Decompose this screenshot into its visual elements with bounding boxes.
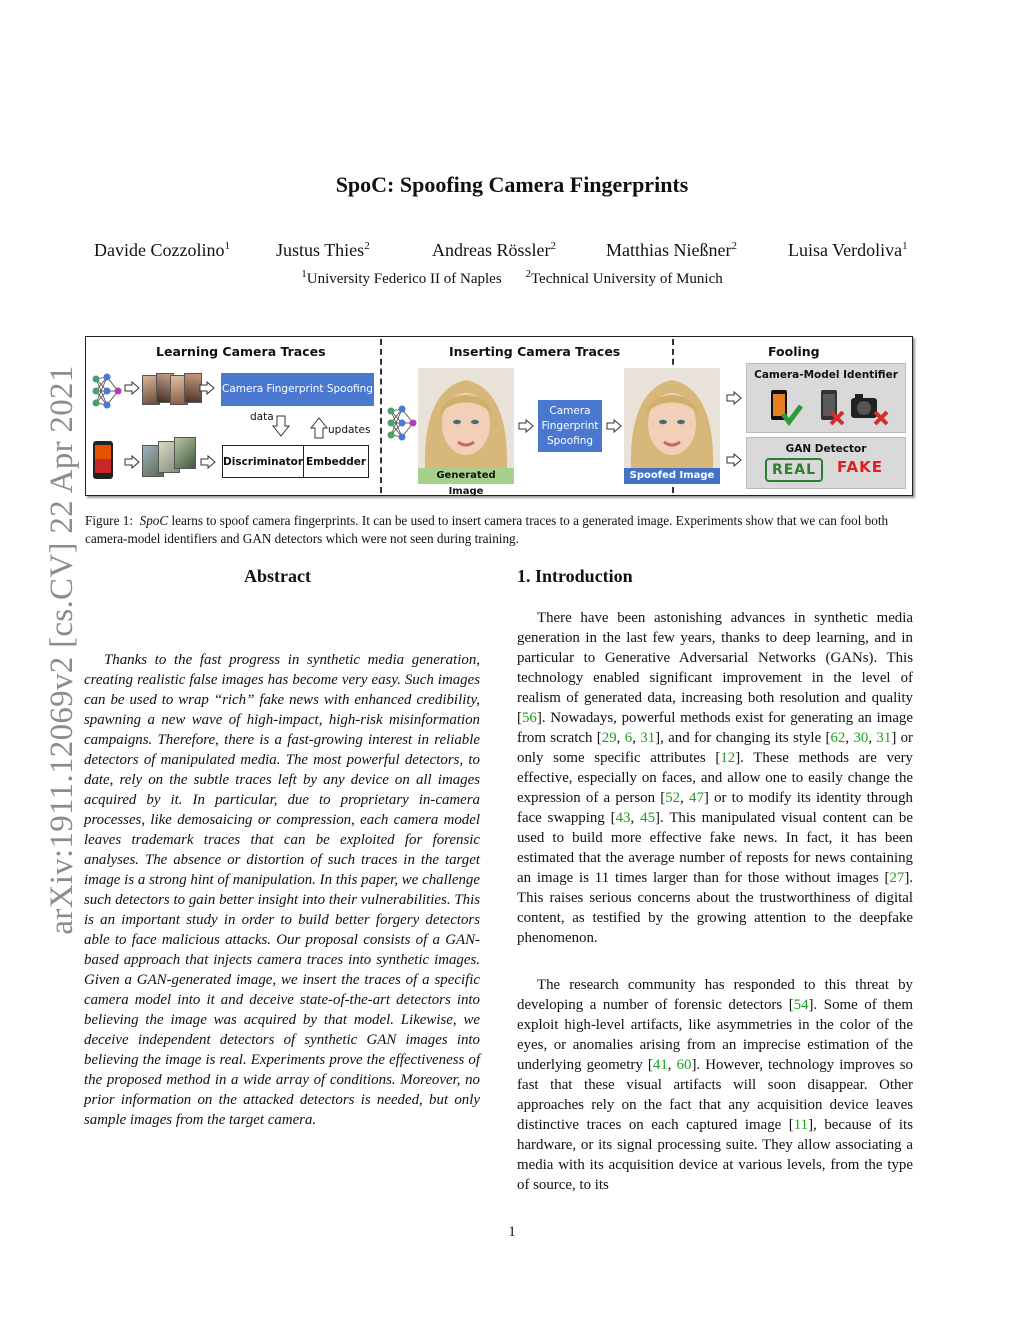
neural-network-icon bbox=[386, 405, 418, 441]
author-list bbox=[0, 240, 1024, 266]
author-2: Justus Thies$^2$ bbox=[276, 240, 370, 260]
figure-1-diagram bbox=[85, 336, 913, 496]
gan-detector-panel bbox=[746, 437, 906, 489]
gan-detector-title: GAN Detector bbox=[785, 443, 867, 455]
citation-link[interactable]: 31 bbox=[640, 730, 656, 746]
arrow-right-icon bbox=[199, 381, 215, 395]
camera-icon bbox=[851, 394, 877, 418]
photo-thumbnail bbox=[174, 437, 196, 469]
embedder-label: Embedder bbox=[303, 446, 368, 477]
author-5: Luisa Verdoliva$^1$ bbox=[788, 240, 908, 260]
page-number: 1 bbox=[508, 1224, 516, 1240]
affiliation-1: $^1$University Federico II of Naples bbox=[301, 268, 502, 287]
camera-model-identifier-panel bbox=[746, 363, 906, 433]
citation-link[interactable]: 30 bbox=[853, 730, 869, 746]
data-label: data bbox=[250, 411, 274, 423]
section-title-fooling: Fooling bbox=[768, 344, 820, 359]
cross-icon bbox=[875, 412, 887, 424]
citation-link[interactable]: 45 bbox=[640, 810, 656, 826]
device-icons bbox=[767, 386, 897, 428]
section-divider bbox=[380, 339, 382, 493]
citation-link[interactable]: 12 bbox=[720, 750, 736, 766]
face-portrait-image bbox=[624, 368, 720, 484]
arrow-right-icon bbox=[518, 419, 534, 433]
citation-link[interactable]: 56 bbox=[521, 710, 537, 726]
author-1: Davide Cozzolino$^1$ bbox=[94, 240, 230, 260]
arrow-right-icon bbox=[726, 453, 742, 467]
section-title-learning: Learning Camera Traces bbox=[156, 344, 326, 359]
citation-link[interactable]: 43 bbox=[615, 810, 631, 826]
spoofing-network-box: Camera Fingerprint Spoofing bbox=[221, 373, 374, 406]
arrow-up-icon bbox=[310, 417, 328, 439]
spoofed-image-caption: Spoofed Image bbox=[624, 468, 720, 484]
spoofed-image bbox=[624, 368, 720, 484]
arrow-down-icon bbox=[272, 415, 290, 437]
author-3: Andreas Rössler$^2$ bbox=[432, 240, 556, 260]
citation-link[interactable]: 54 bbox=[793, 997, 809, 1013]
arrow-right-icon bbox=[124, 455, 140, 469]
arrow-right-icon bbox=[726, 391, 742, 405]
citation-link[interactable]: 31 bbox=[876, 730, 892, 746]
author-4: Matthias Nießner$^2$ bbox=[606, 240, 737, 260]
citation-link[interactable]: 6 bbox=[624, 730, 633, 746]
arrow-right-icon bbox=[124, 381, 140, 395]
arrow-right-icon bbox=[200, 455, 216, 469]
fake-label: FAKE bbox=[837, 458, 884, 476]
arrow-right-icon bbox=[606, 419, 622, 433]
face-portrait-image bbox=[418, 368, 514, 484]
camera-model-identifier-title: Camera-Model Identifier bbox=[754, 369, 898, 381]
citation-link[interactable]: 29 bbox=[601, 730, 617, 746]
affiliation-2: $^2$Technical University of Munich bbox=[525, 268, 723, 287]
citation-link[interactable]: 11 bbox=[793, 1117, 809, 1133]
updates-label: updates bbox=[328, 424, 371, 436]
paper-title: SpoC: Spoofing Camera Fingerprints bbox=[335, 172, 689, 197]
neural-network-icon bbox=[91, 373, 123, 409]
citation-link[interactable]: 41 bbox=[652, 1057, 668, 1073]
citation-link[interactable]: 60 bbox=[676, 1057, 692, 1073]
abstract-heading: Abstract bbox=[244, 566, 311, 586]
section-title-inserting: Inserting Camera Traces bbox=[449, 344, 621, 359]
introduction-paragraph-1: There have been astonishing advances in synthetic media generation in the last few years, thanks to deep learning, and in particular to Generative Adversarial Networks (GANs). This technology enabled significant improvement in the level of realism of generated data, increasing both resolution and quality [56]. Nowadays, powerful methods exist for generating an image from scratch [29, 6, 31], and for changing its style [62, 30, 31] or only some specific attributes [12]. These methods are very effective, especially on faces, and allow one to easily change the expression of a person [52, 47] or to modify its identity through face swapping [43, 45]. This manipulated visual content can be used to build more effective fake news. In fact, it has been estimated that the average number of reposts for news containing an image is 11 times larger than for those without images [27]. This raises serious concerns about the trustworthiness of digital content, as testified by the growing attention to the deepfake phenomenon. bbox=[517, 610, 914, 946]
smartphone-icon bbox=[92, 440, 114, 480]
discriminator-label: Discriminator bbox=[223, 455, 304, 468]
citation-link[interactable]: 52 bbox=[665, 790, 681, 806]
affiliations bbox=[0, 268, 1024, 288]
arxiv-identifier: arXiv:1911.12069v2 [cs.CV] 22 Apr 2021 bbox=[44, 365, 80, 935]
real-stamp: REAL bbox=[765, 458, 823, 482]
abstract-text: Thanks to the fast progress in synthetic media generation, creating realistic false images has become very easy. Such images can be used to wrap “rich” fake news with enhanced credibility, spawning a new wave of high-impact, high-risk misinformation campaigns. Therefore, there is a fast-growing interest in reliable detectors of manipulated media. The most powerful detectors, to date, rely on the subtle traces left by any device on all images acquired by it. In particular, due to proprietary in-camera processes, like demosaicing or compression, each camera model leaves trademark traces that can be exploited for forensic analyses. The absence or distortion of such traces in the target image is a strong hint of manipulation. In this paper, we challenge such detectors to gain better insight into their vulnerabilities. This is an important study in order to build better forgery detectors able to face malicious attacks. Our proposal consists of a GAN-based approach that injects camera traces into synthetic images. Given a GAN-generated image, we insert the traces of a specific camera model into it and deceive state-of-the-art detectors into believing the image was acquired by that model. Likewise, we deceive independent detectors of synthetic GAN images into believing the image is real. Experiments prove the effectiveness of the proposed method in a wide array of conditions. Moreover, no prior information on the attacked detectors is needed, but only sample images from the target camera. bbox=[84, 652, 480, 1128]
figure-caption: Figure 1: SpoC learns to spoof camera fingerprints. It can be used to insert camera traces to a generated image. Experiments show that we can fool both camera-model identifiers and GAN detectors which were not seen during training. bbox=[85, 513, 889, 546]
introduction-heading: 1. Introduction bbox=[517, 566, 633, 586]
citation-link[interactable]: 27 bbox=[889, 870, 905, 886]
citation-link[interactable]: 62 bbox=[830, 730, 846, 746]
generated-image-caption: Generated Image bbox=[418, 468, 514, 484]
discriminator-embedder-box bbox=[222, 445, 369, 478]
generated-image bbox=[418, 368, 514, 497]
spoofing-network-box: Camera Fingerprint Spoofing bbox=[538, 400, 602, 452]
citation-link[interactable]: 47 bbox=[689, 790, 704, 806]
introduction-paragraph-2: The research community has responded to this threat by developing a number of forensic detectors [54]. Some of them exploit high-level artifacts, like asymmetries in the color of the eyes, or anomalies arising from an imprecise estimation of the underlying geometry [41, 60]. However, technology improves so fast that these visual artifacts will soon disappear. Other approaches rely on the fact that any acquisition device leaves distinctive traces on each captured image [11], because of its hardware, or its signal processing suite. They allow associating a media with its acquisition device at various levels, from the type of source, to its bbox=[517, 977, 913, 1193]
